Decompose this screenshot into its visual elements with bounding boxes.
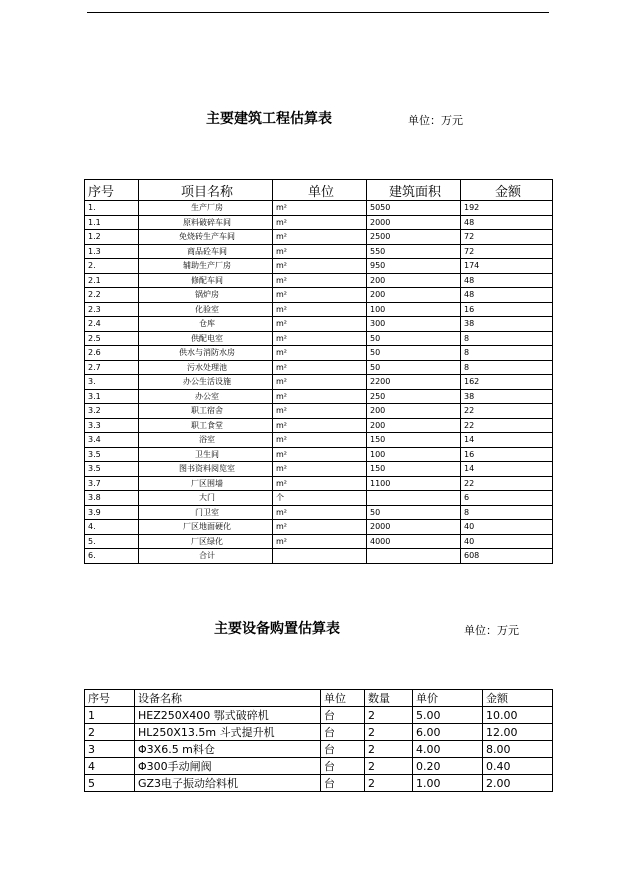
cell-amount: 8 [461, 346, 553, 361]
table-row [85, 288, 553, 303]
cell-area: 200 [367, 404, 461, 419]
cell-no: 3.5 [85, 447, 139, 462]
cell-area: 2000 [367, 215, 461, 230]
cell-price: 6.00 [413, 724, 483, 741]
cell-qty: 2 [365, 707, 413, 724]
cell-area: 150 [367, 462, 461, 477]
cell-unit: m² [273, 462, 367, 477]
cell-area: 2200 [367, 375, 461, 390]
cell-no: 2.3 [85, 302, 139, 317]
cell-unit: m² [273, 520, 367, 535]
cell-amount: 16 [461, 302, 553, 317]
cell-area: 50 [367, 505, 461, 520]
cell-amount: 72 [461, 244, 553, 259]
cell-amount: 48 [461, 288, 553, 303]
cell-area: 50 [367, 360, 461, 375]
cell-name: Φ3X6.5 m料仓 [135, 741, 321, 758]
table-row [85, 476, 553, 491]
cell-amount: 16 [461, 447, 553, 462]
table-header-row [85, 690, 553, 707]
header-qty: 数量 [365, 690, 413, 707]
cell-amount: 22 [461, 476, 553, 491]
cell-unit: m² [273, 505, 367, 520]
table-row [85, 549, 553, 564]
cell-amount: 8.00 [483, 741, 553, 758]
cell-amount: 8 [461, 505, 553, 520]
cell-amount: 6 [461, 491, 553, 506]
cell-area: 200 [367, 288, 461, 303]
header-amount: 金额 [461, 180, 553, 201]
cell-no: 3.3 [85, 418, 139, 433]
equipment-estimate-table [84, 689, 553, 792]
cell-unit: m² [273, 302, 367, 317]
table-row [85, 375, 553, 390]
cell-no: 4 [85, 758, 135, 775]
cell-name: 卫生间 [139, 447, 273, 462]
cell-area: 100 [367, 302, 461, 317]
cell-no: 3.7 [85, 476, 139, 491]
cell-unit: m² [273, 244, 367, 259]
cell-no: 3. [85, 375, 139, 390]
cell-unit: 台 [321, 775, 365, 792]
cell-no: 3.9 [85, 505, 139, 520]
cell-unit: m² [273, 201, 367, 216]
cell-name: 化验室 [139, 302, 273, 317]
cell-amount: 0.40 [483, 758, 553, 775]
cell-amount: 40 [461, 534, 553, 549]
cell-name: 锅炉房 [139, 288, 273, 303]
cell-unit: m² [273, 259, 367, 274]
cell-unit: 个 [273, 491, 367, 506]
cell-unit: m² [273, 331, 367, 346]
table-row [85, 201, 553, 216]
cell-amount: 38 [461, 389, 553, 404]
cell-amount: 8 [461, 331, 553, 346]
cell-name: 合计 [139, 549, 273, 564]
cell-amount: 14 [461, 462, 553, 477]
cell-amount: 48 [461, 215, 553, 230]
cell-amount: 12.00 [483, 724, 553, 741]
cell-area: 50 [367, 331, 461, 346]
cell-unit: 台 [321, 724, 365, 741]
cell-no: 1 [85, 707, 135, 724]
table-row [85, 360, 553, 375]
cell-no: 2.5 [85, 331, 139, 346]
header-rule [87, 12, 549, 13]
cell-no: 1.2 [85, 230, 139, 245]
cell-area: 300 [367, 317, 461, 332]
cell-no: 2.4 [85, 317, 139, 332]
table-row [85, 534, 553, 549]
cell-no: 3.2 [85, 404, 139, 419]
table-row [85, 447, 553, 462]
cell-no: 1. [85, 201, 139, 216]
cell-area: 950 [367, 259, 461, 274]
cell-area: 200 [367, 418, 461, 433]
table-row [85, 404, 553, 419]
cell-name: 仓库 [139, 317, 273, 332]
equipment-unit-label: 单位：万元 [464, 624, 519, 637]
table-row [85, 520, 553, 535]
cell-name: 生产厂房 [139, 201, 273, 216]
cell-unit [273, 549, 367, 564]
cell-name: HEZ250X400 鄂式破碎机 [135, 707, 321, 724]
header-amount: 金额 [483, 690, 553, 707]
cell-area: 550 [367, 244, 461, 259]
table-row [85, 741, 553, 758]
cell-price: 5.00 [413, 707, 483, 724]
cell-amount: 22 [461, 418, 553, 433]
cell-price: 4.00 [413, 741, 483, 758]
table-row [85, 775, 553, 792]
cell-name: HL250X13.5m 斗式提升机 [135, 724, 321, 741]
cell-name: 供水与消防水房 [139, 346, 273, 361]
cell-no: 1.3 [85, 244, 139, 259]
table-row [85, 244, 553, 259]
cell-unit: 台 [321, 741, 365, 758]
cell-name: Φ300手动闸阀 [135, 758, 321, 775]
cell-qty: 2 [365, 775, 413, 792]
cell-unit: m² [273, 404, 367, 419]
table-row [85, 758, 553, 775]
cell-amount: 174 [461, 259, 553, 274]
cell-unit: 台 [321, 707, 365, 724]
cell-name: 辅助生产厂房 [139, 259, 273, 274]
cell-area: 4000 [367, 534, 461, 549]
table-row [85, 230, 553, 245]
cell-no: 3.4 [85, 433, 139, 448]
table-row [85, 491, 553, 506]
cell-name: 原料破碎车间 [139, 215, 273, 230]
cell-no: 3 [85, 741, 135, 758]
cell-unit: m² [273, 418, 367, 433]
table-row [85, 215, 553, 230]
header-unit: 单位 [321, 690, 365, 707]
cell-unit: m² [273, 433, 367, 448]
cell-amount: 192 [461, 201, 553, 216]
building-table-title: 主要建筑工程估算表 [206, 111, 332, 127]
cell-no: 2 [85, 724, 135, 741]
header-no: 序号 [85, 180, 139, 201]
cell-name: 办公室 [139, 389, 273, 404]
cell-name: 修配车间 [139, 273, 273, 288]
cell-name: 厂区绿化 [139, 534, 273, 549]
header-name: 项目名称 [139, 180, 273, 201]
cell-area: 2000 [367, 520, 461, 535]
cell-amount: 8 [461, 360, 553, 375]
cell-amount: 14 [461, 433, 553, 448]
cell-unit: m² [273, 346, 367, 361]
cell-unit: m² [273, 317, 367, 332]
cell-no: 2.2 [85, 288, 139, 303]
cell-area: 5050 [367, 201, 461, 216]
cell-unit: m² [273, 288, 367, 303]
cell-amount: 162 [461, 375, 553, 390]
equipment-table-title: 主要设备购置估算表 [214, 621, 340, 637]
cell-no: 6. [85, 549, 139, 564]
cell-no: 5 [85, 775, 135, 792]
cell-area: 250 [367, 389, 461, 404]
cell-no: 2. [85, 259, 139, 274]
table-row [85, 346, 553, 361]
cell-name: 厂区围墙 [139, 476, 273, 491]
cell-name: 职工食堂 [139, 418, 273, 433]
header-area: 建筑面积 [367, 180, 461, 201]
cell-no: 4. [85, 520, 139, 535]
cell-qty: 2 [365, 758, 413, 775]
table-row [85, 302, 553, 317]
table-row [85, 724, 553, 741]
cell-unit: 台 [321, 758, 365, 775]
cell-name: GZ3电子振动给料机 [135, 775, 321, 792]
cell-name: 污水处理池 [139, 360, 273, 375]
cell-amount: 608 [461, 549, 553, 564]
cell-price: 1.00 [413, 775, 483, 792]
cell-name: 浴室 [139, 433, 273, 448]
cell-unit: m² [273, 389, 367, 404]
building-table-body [85, 201, 553, 564]
cell-no: 3.8 [85, 491, 139, 506]
cell-unit: m² [273, 375, 367, 390]
cell-unit: m² [273, 476, 367, 491]
cell-unit: m² [273, 273, 367, 288]
cell-area [367, 549, 461, 564]
cell-no: 2.6 [85, 346, 139, 361]
cell-name: 商品砼车间 [139, 244, 273, 259]
cell-amount: 10.00 [483, 707, 553, 724]
cell-price: 0.20 [413, 758, 483, 775]
table-row [85, 462, 553, 477]
cell-no: 3.1 [85, 389, 139, 404]
table-row [85, 317, 553, 332]
building-unit-label: 单位：万元 [408, 114, 463, 127]
table-row [85, 505, 553, 520]
cell-name: 职工宿舍 [139, 404, 273, 419]
table-header-row [85, 180, 553, 201]
table-row [85, 707, 553, 724]
cell-name: 厂区地面硬化 [139, 520, 273, 535]
equipment-table-body [85, 707, 553, 792]
table-row [85, 389, 553, 404]
cell-amount: 72 [461, 230, 553, 245]
cell-amount: 2.00 [483, 775, 553, 792]
header-no: 序号 [85, 690, 135, 707]
cell-amount: 22 [461, 404, 553, 419]
cell-no: 1.1 [85, 215, 139, 230]
cell-area [367, 491, 461, 506]
table-row [85, 433, 553, 448]
cell-qty: 2 [365, 741, 413, 758]
cell-unit: m² [273, 447, 367, 462]
cell-name: 大门 [139, 491, 273, 506]
cell-area: 1100 [367, 476, 461, 491]
header-unit: 单位 [273, 180, 367, 201]
building-estimate-table [84, 179, 553, 564]
cell-name: 办公生活设施 [139, 375, 273, 390]
table-row [85, 259, 553, 274]
cell-unit: m² [273, 534, 367, 549]
cell-no: 5. [85, 534, 139, 549]
cell-no: 2.7 [85, 360, 139, 375]
cell-name: 供配电室 [139, 331, 273, 346]
cell-qty: 2 [365, 724, 413, 741]
cell-name: 门卫室 [139, 505, 273, 520]
table-row [85, 418, 553, 433]
cell-area: 2500 [367, 230, 461, 245]
cell-no: 3.5 [85, 462, 139, 477]
cell-area: 50 [367, 346, 461, 361]
cell-area: 100 [367, 447, 461, 462]
cell-area: 200 [367, 273, 461, 288]
cell-name: 图书资料阅览室 [139, 462, 273, 477]
header-name: 设备名称 [135, 690, 321, 707]
table-row [85, 273, 553, 288]
cell-amount: 48 [461, 273, 553, 288]
table-row [85, 331, 553, 346]
cell-unit: m² [273, 360, 367, 375]
cell-name: 免烧砖生产车间 [139, 230, 273, 245]
cell-amount: 38 [461, 317, 553, 332]
header-price: 单价 [413, 690, 483, 707]
cell-amount: 40 [461, 520, 553, 535]
cell-unit: m² [273, 230, 367, 245]
cell-unit: m² [273, 215, 367, 230]
cell-no: 2.1 [85, 273, 139, 288]
cell-area: 150 [367, 433, 461, 448]
